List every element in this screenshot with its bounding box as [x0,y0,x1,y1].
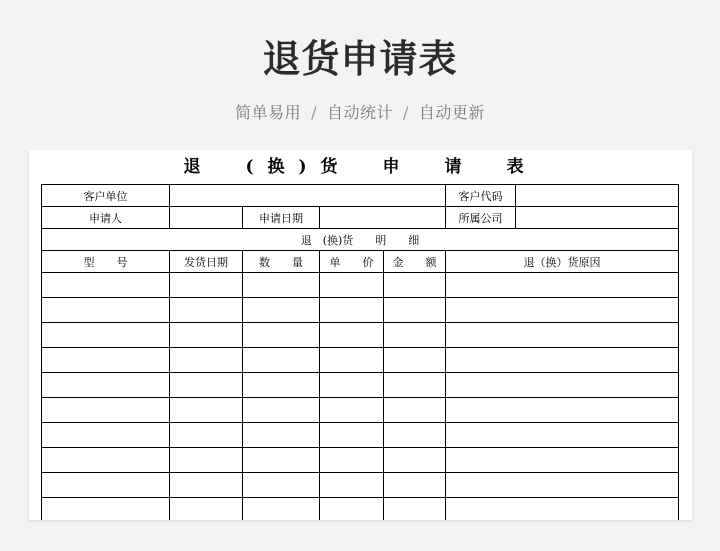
ship-date-cell[interactable] [170,498,243,521]
apply-date-field[interactable] [320,207,446,229]
model-cell[interactable] [42,323,170,348]
subtitle-separator: / [311,103,317,122]
amount-cell[interactable] [384,348,446,373]
subtitle-item-easy: 简单易用 [235,103,302,122]
column-header-quantity: 数 量 [243,251,320,273]
amount-cell[interactable] [384,323,446,348]
reason-cell[interactable] [446,473,679,498]
ship-date-cell[interactable] [170,298,243,323]
subtitle-item-auto-stats: 自动统计 [326,103,393,122]
subtitle-item-auto-update: 自动更新 [418,103,485,122]
applicant-label: 申请人 [42,207,170,229]
reason-cell[interactable] [446,448,679,473]
table-row [42,273,679,298]
reason-cell[interactable] [446,348,679,373]
reason-cell[interactable] [446,298,679,323]
quantity-cell[interactable] [243,298,320,323]
applicant-field[interactable] [170,207,243,229]
unit-price-cell[interactable] [320,398,384,423]
unit-price-cell[interactable] [320,473,384,498]
amount-cell[interactable] [384,373,446,398]
subtitle [0,100,720,123]
amount-cell[interactable] [384,423,446,448]
column-header-ship-date: 发货日期 [170,251,243,273]
column-header-reason: 退（换）货原因 [446,251,679,273]
quantity-cell[interactable] [243,498,320,521]
table-row [42,448,679,473]
reason-cell[interactable] [446,398,679,423]
ship-date-cell[interactable] [170,423,243,448]
quantity-cell[interactable] [243,373,320,398]
company-field[interactable] [516,207,679,229]
unit-price-cell[interactable] [320,298,384,323]
unit-price-cell[interactable] [320,498,384,521]
quantity-cell[interactable] [243,348,320,373]
quantity-cell[interactable] [243,448,320,473]
reason-cell[interactable] [446,498,679,521]
column-header-unit-price: 单 价 [320,251,384,273]
quantity-cell[interactable] [243,473,320,498]
unit-price-cell[interactable] [320,323,384,348]
table-row [42,473,679,498]
column-header-amount: 金 额 [384,251,446,273]
detail-section-title: 退 (换)货 明 细 [42,229,679,251]
model-cell[interactable] [42,448,170,473]
model-cell[interactable] [42,423,170,448]
ship-date-cell[interactable] [170,473,243,498]
amount-cell[interactable] [384,273,446,298]
table-row [42,373,679,398]
unit-price-cell[interactable] [320,273,384,298]
customer-code-label: 客户代码 [446,185,516,207]
reason-cell[interactable] [446,373,679,398]
unit-price-cell[interactable] [320,373,384,398]
form-sheet [29,150,692,520]
model-cell[interactable] [42,373,170,398]
table-row [42,398,679,423]
unit-price-cell[interactable] [320,448,384,473]
model-cell[interactable] [42,498,170,521]
ship-date-cell[interactable] [170,373,243,398]
ship-date-cell[interactable] [170,448,243,473]
ship-date-cell[interactable] [170,323,243,348]
reason-cell[interactable] [446,273,679,298]
return-form-table [41,184,679,520]
amount-cell[interactable] [384,448,446,473]
quantity-cell[interactable] [243,423,320,448]
column-header-model: 型 号 [42,251,170,273]
reason-cell[interactable] [446,323,679,348]
ship-date-cell[interactable] [170,273,243,298]
ship-date-cell[interactable] [170,398,243,423]
customer-code-field[interactable] [516,185,679,207]
quantity-cell[interactable] [243,273,320,298]
form-title: 退 (换)货 申 请 表 [183,157,538,177]
apply-date-label: 申请日期 [243,207,320,229]
table-row [42,348,679,373]
unit-price-cell[interactable] [320,423,384,448]
model-cell[interactable] [42,473,170,498]
customer-unit-field[interactable] [170,185,446,207]
reason-cell[interactable] [446,423,679,448]
amount-cell[interactable] [384,298,446,323]
ship-date-cell[interactable] [170,348,243,373]
page-title: 退货申请表 [262,37,458,81]
model-cell[interactable] [42,298,170,323]
customer-unit-label: 客户单位 [42,185,170,207]
model-cell[interactable] [42,273,170,298]
amount-cell[interactable] [384,398,446,423]
subtitle-separator: / [403,103,409,122]
model-cell[interactable] [42,398,170,423]
table-row [42,298,679,323]
table-row [42,323,679,348]
model-cell[interactable] [42,348,170,373]
table-row [42,498,679,521]
amount-cell[interactable] [384,473,446,498]
unit-price-cell[interactable] [320,348,384,373]
amount-cell[interactable] [384,498,446,521]
quantity-cell[interactable] [243,398,320,423]
company-label: 所属公司 [446,207,516,229]
quantity-cell[interactable] [243,323,320,348]
table-row [42,423,679,448]
